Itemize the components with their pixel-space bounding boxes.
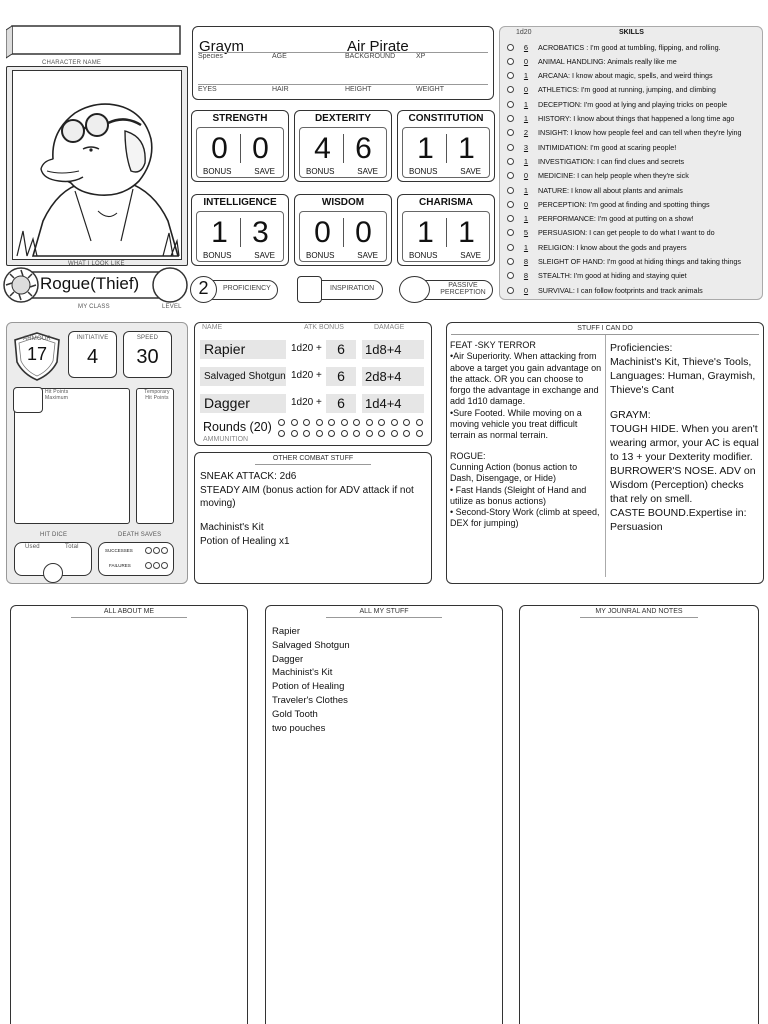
skill-value: 0 [523, 199, 529, 209]
ability-save: 0 [252, 132, 269, 165]
skill-value: 0 [523, 85, 529, 95]
level-label: LEVEL [162, 304, 182, 310]
attack-bonus[interactable]: 6 [326, 367, 356, 386]
ammo-circle[interactable] [328, 430, 335, 437]
combat-note-line: Machinist's Kit [200, 522, 264, 534]
feature-line: Machinist's Kit, Thieve's Tools, Languages: Human, Graymish, Thieve's Cant [610, 356, 756, 396]
attack-name[interactable]: Dagger [200, 394, 286, 413]
ammo-circle[interactable] [391, 419, 398, 426]
ability-bonus: 0 [211, 132, 228, 165]
armour-label: ARMOUR [23, 336, 51, 342]
attack-damage-header: DAMAGE [374, 324, 405, 331]
attack-name[interactable]: Rapier [200, 340, 286, 359]
hit-points-box[interactable] [14, 388, 130, 524]
feature-line: TOUGH HIDE. When you aren't wearing armor, your AC is equal to 13 + your Dexterity modifier. [610, 422, 759, 463]
weight-label: WEIGHT [416, 86, 444, 93]
combat-note-line: SNEAK ATTACK: 2d6 [200, 471, 297, 482]
skill-proficiency-circle[interactable] [507, 58, 514, 65]
ability-save: 3 [252, 216, 269, 249]
other-combat-text[interactable] [200, 470, 430, 549]
inventory-item: two pouches [272, 722, 326, 734]
ammo-circle[interactable] [316, 419, 323, 426]
ammo-circle[interactable] [291, 430, 298, 437]
skill-text: INTIMIDATION: I'm good at scaring people! [538, 142, 677, 152]
ability-name: STRENGTH [212, 113, 268, 124]
about-me-panel[interactable] [10, 605, 248, 1024]
failure-circles[interactable] [145, 562, 168, 569]
skill-text: PERCEPTION: I'm good at finding and spotting things [538, 199, 710, 209]
attack-damage[interactable]: 1d8+4 [362, 340, 424, 359]
character-name-label: CHARACTER NAME [42, 60, 102, 66]
inventory-item: Traveler's Clothes [272, 694, 348, 706]
skill-text: INSIGHT: I know how people feel and can tell when they're lying [538, 128, 742, 138]
save-label: SAVE [460, 251, 481, 260]
feature-line: • Second-Story Work (climb at speed, DEX for jumping) [450, 507, 600, 529]
inspiration-widget[interactable] [297, 276, 385, 303]
bonus-label: BONUS [409, 251, 438, 260]
skill-text: RELIGION: I know about the gods and prayers [538, 242, 687, 252]
ammo-circle[interactable] [366, 430, 373, 437]
skill-text: DECEPTION: I'm good at lying and playing tricks on people [538, 99, 728, 109]
ammo-circle[interactable] [366, 419, 373, 426]
ammo-circle[interactable] [378, 430, 385, 437]
skill-text: MEDICINE: I can help people when they're sick [538, 171, 689, 181]
class-label: MY CLASS [78, 304, 110, 310]
attack-damage[interactable]: 1d4+4 [362, 394, 424, 413]
skill-proficiency-circle[interactable] [507, 215, 514, 222]
skill-value: 3 [523, 142, 529, 152]
bonus-label: BONUS [306, 251, 335, 260]
skill-proficiency-circle[interactable] [507, 115, 514, 122]
skill-value: 0 [523, 285, 529, 295]
look-label: WHAT I LOOK LIKE [68, 261, 125, 267]
speed-label: SPEED [136, 335, 159, 341]
feature-line: GRAYM: [610, 408, 651, 421]
journal-title: MY JOUNRAL AND NOTES [595, 608, 683, 615]
species-label: Species [198, 53, 223, 60]
inventory-item: Salvaged Shotgun [272, 639, 350, 651]
ability-bonus: 1 [417, 216, 434, 249]
skill-row[interactable] [507, 83, 716, 97]
success-circles[interactable] [145, 547, 168, 554]
skill-proficiency-circle[interactable] [507, 287, 514, 294]
skill-row[interactable] [507, 69, 713, 83]
skill-value: 1 [523, 185, 529, 195]
journal-panel[interactable] [519, 605, 759, 1024]
attack-dice: 1d20 + [291, 343, 322, 354]
skill-proficiency-circle[interactable] [507, 229, 514, 236]
skill-row[interactable] [507, 226, 715, 240]
my-stuff-title: ALL MY STUFF [359, 608, 409, 615]
failures-label: FAILURES [109, 563, 131, 568]
skill-proficiency-circle[interactable] [507, 258, 514, 265]
bonus-label: BONUS [203, 251, 232, 260]
skill-row[interactable] [507, 140, 676, 154]
skill-text: INVESTIGATION: I can find clues and secrets [538, 156, 685, 166]
class-value: Rogue(Thief) [40, 274, 140, 293]
skill-text: SURVIVAL: I can follow footprints and track animals [538, 285, 703, 295]
skill-row[interactable] [507, 183, 683, 197]
skill-row[interactable] [507, 126, 742, 140]
feature-line: •Air Superiority. When attacking from above a target you gain advantage on the attack. OR you can choose to forgo the advantage in exchange and add 1d10 damage. [450, 351, 602, 407]
proficiency-label: PROFICIENCY [223, 285, 271, 292]
attack-name[interactable]: Salvaged Shotgun [200, 367, 286, 386]
rounds-label: Rounds (20) [203, 420, 272, 434]
ammo-circle[interactable] [403, 419, 410, 426]
ammunition-label: AMMUNITION [203, 436, 249, 443]
skill-row[interactable] [507, 197, 710, 211]
inspiration-label: INSPIRATION [330, 285, 375, 292]
ammo-circle[interactable] [353, 419, 360, 426]
feature-line: •Sure Footed. While moving on a moving vehicle you treat difficult terrain as normal terrain. [450, 407, 582, 441]
feature-line: FEAT -SKY TERROR [450, 340, 536, 350]
skill-proficiency-circle[interactable] [507, 172, 514, 179]
passive-perception-widget[interactable] [399, 276, 495, 303]
skill-text: ATHLETICS: I'm good at running, jumping, and climbing [538, 85, 716, 95]
skill-proficiency-circle[interactable] [507, 72, 514, 79]
inventory-item: Machinist's Kit [272, 667, 333, 679]
skill-value: 0 [523, 171, 529, 181]
bonus-label: BONUS [306, 167, 335, 176]
skill-text: ARCANA: I know about magic, spells, and weird things [538, 71, 713, 81]
hp-max-label: Hit Points Maximum [45, 389, 69, 401]
skill-row[interactable] [507, 112, 734, 126]
skill-row[interactable] [507, 169, 689, 183]
portrait-area[interactable] [12, 70, 182, 260]
background-value[interactable]: Air Pirate [347, 38, 409, 55]
class-banner[interactable] [2, 266, 190, 304]
ability-intelligence[interactable] [191, 194, 289, 266]
stuff-i-can-do-title: STUFF I CAN DO [577, 325, 633, 332]
skill-text: ACROBATICS : I'm good at tumbling, flipping, and rolling. [538, 42, 721, 52]
initiative-value: 4 [86, 346, 99, 368]
ability-dexterity[interactable] [294, 110, 392, 182]
skill-text: PERFORMANCE: I'm good at putting on a show! [538, 214, 694, 224]
ability-bonus: 4 [314, 132, 331, 165]
skill-text: NATURE: I know all about plants and animals [538, 185, 683, 195]
attack-bonus[interactable]: 6 [326, 394, 356, 413]
skill-proficiency-circle[interactable] [507, 44, 514, 51]
other-combat-title: OTHER COMBAT STUFF [272, 455, 354, 462]
about-me-title: ALL ABOUT ME [103, 608, 155, 615]
my-stuff-list [272, 625, 492, 735]
ammo-circle[interactable] [403, 430, 410, 437]
successes-label: SUCCESSES [105, 548, 133, 553]
ammo-circle[interactable] [316, 430, 323, 437]
temp-hp-label: Temporary Hit Points [144, 389, 170, 401]
ability-name: DEXTERITY [314, 113, 372, 124]
death-saves-label: DEATH SAVES [118, 532, 162, 538]
skills-title: SKILLS [619, 29, 644, 36]
skill-row[interactable] [507, 240, 687, 254]
ability-charisma[interactable] [397, 194, 495, 266]
skill-value: 5 [523, 228, 529, 238]
skill-value: 8 [523, 257, 529, 266]
inventory-item: Potion of Healing [272, 681, 345, 693]
ability-save: 0 [355, 216, 372, 249]
skill-text: HISTORY: I know about things that happened a long time ago [538, 114, 735, 123]
ability-bonus: 0 [314, 216, 331, 249]
xp-label: XP [416, 53, 426, 60]
hit-dice-used: Used [25, 544, 40, 550]
skill-proficiency-circle[interactable] [507, 101, 514, 108]
skill-value: 1 [523, 214, 529, 224]
ability-name: INTELLIGENCE [203, 197, 277, 208]
ammo-circle[interactable] [416, 419, 423, 426]
ability-save: 1 [458, 216, 475, 249]
skill-proficiency-circle[interactable] [507, 129, 514, 136]
skill-row[interactable] [507, 97, 727, 111]
feature-line: CASTE BOUND.Expertise in: Persuasion [610, 506, 747, 533]
height-label: HEIGHT [345, 86, 372, 93]
feature-line [450, 442, 602, 451]
skill-value: 1 [523, 242, 529, 252]
bonus-label: BONUS [409, 167, 438, 176]
combat-note-line [200, 511, 430, 521]
abilities-right-column[interactable] [610, 341, 760, 534]
bonus-label: BONUS [203, 167, 232, 176]
feature-line: • Fast Hands (Sleight of Hand and utilize as bonus actions) [450, 484, 587, 506]
save-label: SAVE [357, 167, 378, 176]
ammo-circle[interactable] [278, 419, 285, 426]
skill-proficiency-circle[interactable] [507, 201, 514, 208]
skill-value: 1 [523, 71, 529, 81]
ability-bonus: 1 [211, 216, 228, 249]
attack-bonus[interactable]: 6 [326, 340, 356, 359]
skill-proficiency-circle[interactable] [507, 272, 514, 279]
save-label: SAVE [357, 251, 378, 260]
proficiency-widget[interactable] [190, 276, 280, 303]
inventory-item: Gold Tooth [272, 708, 318, 720]
ammo-circle[interactable] [278, 430, 285, 437]
skill-value: 2 [523, 128, 529, 138]
skill-value: 1 [523, 156, 529, 166]
hit-dice-label: HIT DICE [40, 532, 68, 538]
skill-row[interactable] [507, 54, 677, 68]
save-label: SAVE [254, 167, 275, 176]
attack-dice: 1d20 + [291, 370, 322, 381]
skill-value: 8 [523, 271, 529, 281]
initiative-box[interactable] [68, 331, 117, 378]
character-name-banner[interactable] [6, 22, 186, 60]
ammo-circle[interactable] [416, 430, 423, 437]
ammo-circle[interactable] [291, 419, 298, 426]
abilities-left-column[interactable] [450, 340, 602, 530]
inventory-item: Dagger [272, 653, 304, 665]
skill-text: STEALTH: I'm good at hiding and staying quiet [538, 271, 687, 281]
skill-row[interactable] [507, 269, 687, 283]
ability-name: WISDOM [321, 197, 365, 208]
ammo-circle[interactable] [378, 419, 385, 426]
hit-dice-total: Total [65, 544, 79, 550]
skill-row[interactable] [507, 212, 694, 226]
ability-bonus: 1 [417, 132, 434, 165]
ability-constitution[interactable] [397, 110, 495, 182]
death-saves-box[interactable] [98, 542, 174, 576]
skill-proficiency-circle[interactable] [507, 244, 514, 251]
skill-value: 6 [523, 42, 529, 52]
skill-row[interactable] [507, 40, 721, 54]
background-label: BACKGROUND [345, 53, 396, 60]
ability-name: CHARISMA [419, 197, 473, 208]
ammo-circle[interactable] [341, 430, 348, 437]
temp-hp-box[interactable] [136, 388, 174, 524]
feature-line: Cunning Action (bonus action to Dash, Disengage, or Hide) [450, 461, 578, 484]
ammo-circle[interactable] [328, 419, 335, 426]
ability-strength[interactable] [191, 110, 289, 182]
feature-line: ROGUE: [450, 450, 486, 461]
combat-note-line: Potion of Healing x1 [200, 535, 290, 547]
passive-perception-label: PASSIVE PERCEPTION [440, 282, 486, 296]
skill-text: PERSUASION: I can get people to do what I want to do [538, 228, 715, 238]
skill-value: 1 [523, 99, 529, 109]
ammo-circle[interactable] [391, 430, 398, 437]
skill-text: SLEIGHT OF HAND: I'm good at hiding things and taking things [538, 257, 741, 266]
skill-proficiency-circle[interactable] [507, 187, 514, 194]
save-label: SAVE [254, 251, 275, 260]
ammo-circle[interactable] [353, 430, 360, 437]
ability-save: 1 [458, 132, 475, 165]
speed-value: 30 [136, 346, 159, 368]
hair-label: HAIR [272, 86, 289, 93]
proficiency-value: 2 [198, 278, 209, 298]
skill-proficiency-circle[interactable] [507, 158, 514, 165]
initiative-label: INITIATIVE [76, 335, 109, 341]
attack-dice: 1d20 + [291, 397, 322, 408]
character-portrait [13, 71, 181, 259]
ability-save: 6 [355, 132, 372, 165]
age-label: AGE [272, 53, 287, 60]
skill-text: ANIMAL HANDLING: Animals really like me [538, 56, 677, 66]
armour-value: 17 [26, 344, 48, 364]
ammo-circle[interactable] [341, 419, 348, 426]
skills-die: 1d20 [516, 29, 532, 36]
speed-box[interactable] [123, 331, 172, 378]
skill-value: 1 [523, 114, 529, 123]
attack-damage[interactable]: 2d8+4 [362, 367, 424, 386]
hit-dice-box[interactable] [14, 542, 92, 576]
ammo-circle[interactable] [303, 419, 310, 426]
skill-row[interactable] [507, 255, 741, 269]
save-label: SAVE [460, 167, 481, 176]
ability-wisdom[interactable] [294, 194, 392, 266]
ability-name: CONSTITUTION [408, 113, 484, 124]
feature-line: BURROWER'S NOSE. ADV on Wisdom (Perception) checks that rely on smell. [610, 464, 756, 505]
armour-shield[interactable] [11, 330, 63, 382]
attack-bonus-header: ATK BONUS [304, 324, 344, 331]
skill-value: 0 [523, 56, 529, 66]
skill-proficiency-circle[interactable] [507, 86, 514, 93]
attack-name-header: NAME [202, 324, 223, 331]
skill-row[interactable] [507, 283, 703, 297]
feature-line: Proficiencies: [610, 342, 673, 354]
inventory-item: Rapier [272, 626, 300, 637]
combat-note-line: STEADY AIM (bonus action for ADV attack if not moving) [200, 484, 414, 510]
skill-proficiency-circle[interactable] [507, 144, 514, 151]
skill-row[interactable] [507, 154, 684, 168]
ammo-circle[interactable] [303, 430, 310, 437]
eyes-label: EYES [198, 86, 217, 93]
character-name-value[interactable]: Graym [199, 38, 244, 55]
feature-line [610, 397, 760, 408]
